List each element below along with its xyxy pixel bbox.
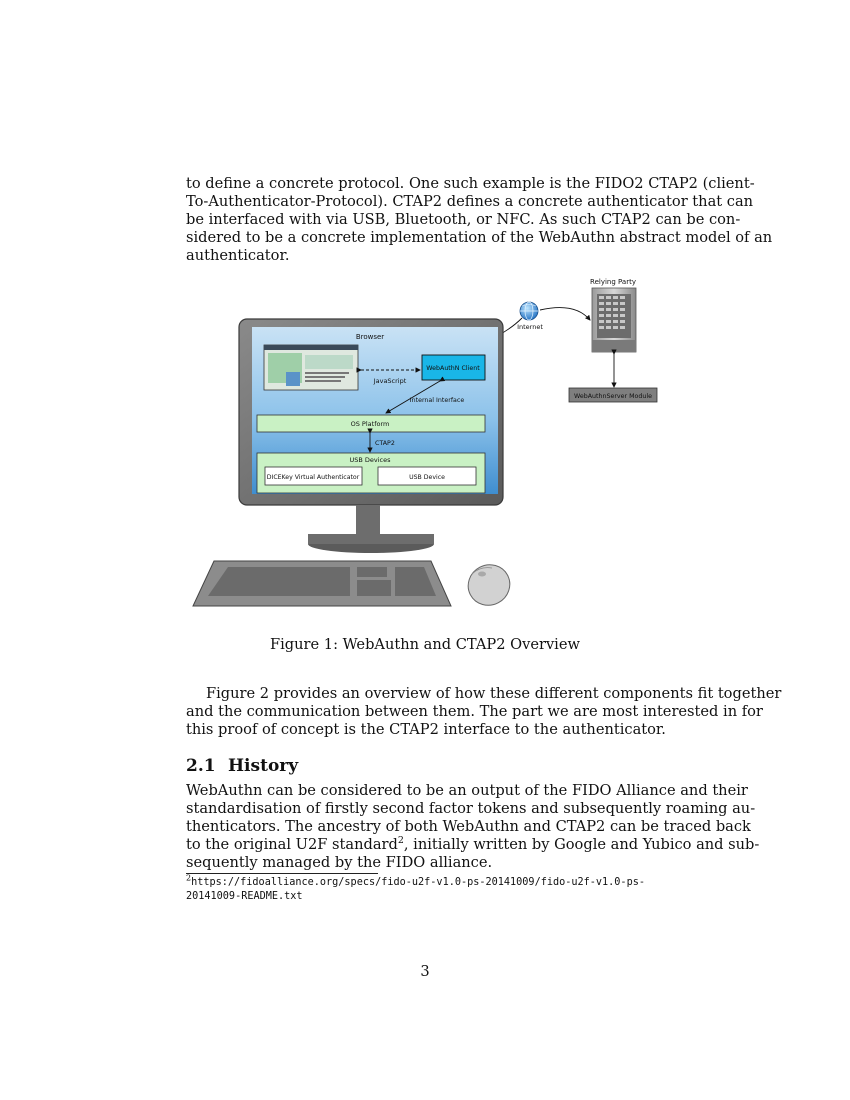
text-line: To-Authenticator-Protocol). CTAP2 defines a concrete authenticator that can (186, 192, 754, 210)
footnote (186, 873, 664, 904)
history-paragraph (186, 782, 760, 872)
footnote-rule (186, 873, 378, 874)
keyboard (193, 561, 451, 606)
figure-caption: Figure 1: WebAuthn and CTAP2 Overview (270, 636, 580, 653)
internet-label: Internet (517, 323, 543, 331)
line-text: , initially written by Google and Yubico and sub- (403, 835, 760, 853)
line-text: to the original U2F standard (186, 835, 398, 853)
text-line: authenticator. (186, 246, 290, 264)
usb-devices-label: USB Devices (349, 456, 391, 464)
relying-party-label: Relying Party (590, 278, 636, 286)
usb-device-label: USB Device (409, 474, 445, 481)
browser-label: Browser (355, 333, 385, 341)
footnote-line (186, 873, 664, 890)
text-line (186, 834, 760, 854)
overview-paragraph (186, 685, 782, 739)
footnote-url-continuation[interactable]: 20141009-README.txt (186, 891, 303, 902)
server-module-label: WebAuthnServer Module (573, 393, 653, 400)
internal-interface-label: Internal Interface (409, 397, 465, 404)
text-line: sidered to be a concrete implementation of the WebAuthn abstract model of an (186, 228, 773, 246)
text-line: Figure 2 provides an overview of how these different components fit together (206, 685, 782, 702)
webauthn-client-label: WebAuthN Client (426, 365, 480, 372)
text-line: thenticators. The ancestry of both WebAuthn and CTAP2 can be traced back (186, 817, 751, 835)
text-line: to define a concrete protocol. One such example is the FIDO2 CTAP2 (client- (186, 175, 755, 192)
text-line: standardisation of firstly second factor tokens and subsequently roaming au- (186, 799, 756, 817)
page-number: 3 (420, 963, 430, 980)
server-tower-icon (592, 288, 636, 352)
text-line: and the communication between them. The part we are most interested in for (186, 702, 763, 720)
ctap2-label: CTAP2 (375, 440, 395, 447)
text-line: this proof of concept is the CTAP2 interface to the authenticator. (186, 720, 666, 738)
section-title: History (228, 756, 299, 776)
dicekey-label: DICEKey Virtual Authenticator (266, 474, 360, 481)
javascript-label: JavaScript (373, 377, 407, 385)
text-line: WebAuthn can be considered to be an output of the FIDO Alliance and their (186, 782, 748, 799)
mouse (461, 557, 517, 612)
footnote-url[interactable]: https://fidoalliance.org/specs/fido-u2f-v1.0-ps-20141009/fido-u2f-v1.0-ps- (191, 877, 645, 888)
webauthn-ctap2-figure (186, 270, 664, 615)
overview-diagram (186, 270, 664, 615)
footnote-mark: 2 (186, 873, 192, 883)
footnote-reference[interactable]: 2 (397, 834, 404, 846)
section-number: 2.1 (186, 756, 216, 776)
intro-paragraph (186, 175, 773, 265)
globe-icon (520, 302, 538, 320)
text-line: sequently managed by the FIDO alliance. (186, 853, 493, 871)
os-platform-label: OS Platform (350, 420, 390, 428)
section-heading (186, 756, 298, 776)
text-line: be interfaced with via USB, Bluetooth, or NFC. As such CTAP2 can be con- (186, 210, 741, 228)
browser-screenshot-thumbnail (264, 345, 358, 390)
